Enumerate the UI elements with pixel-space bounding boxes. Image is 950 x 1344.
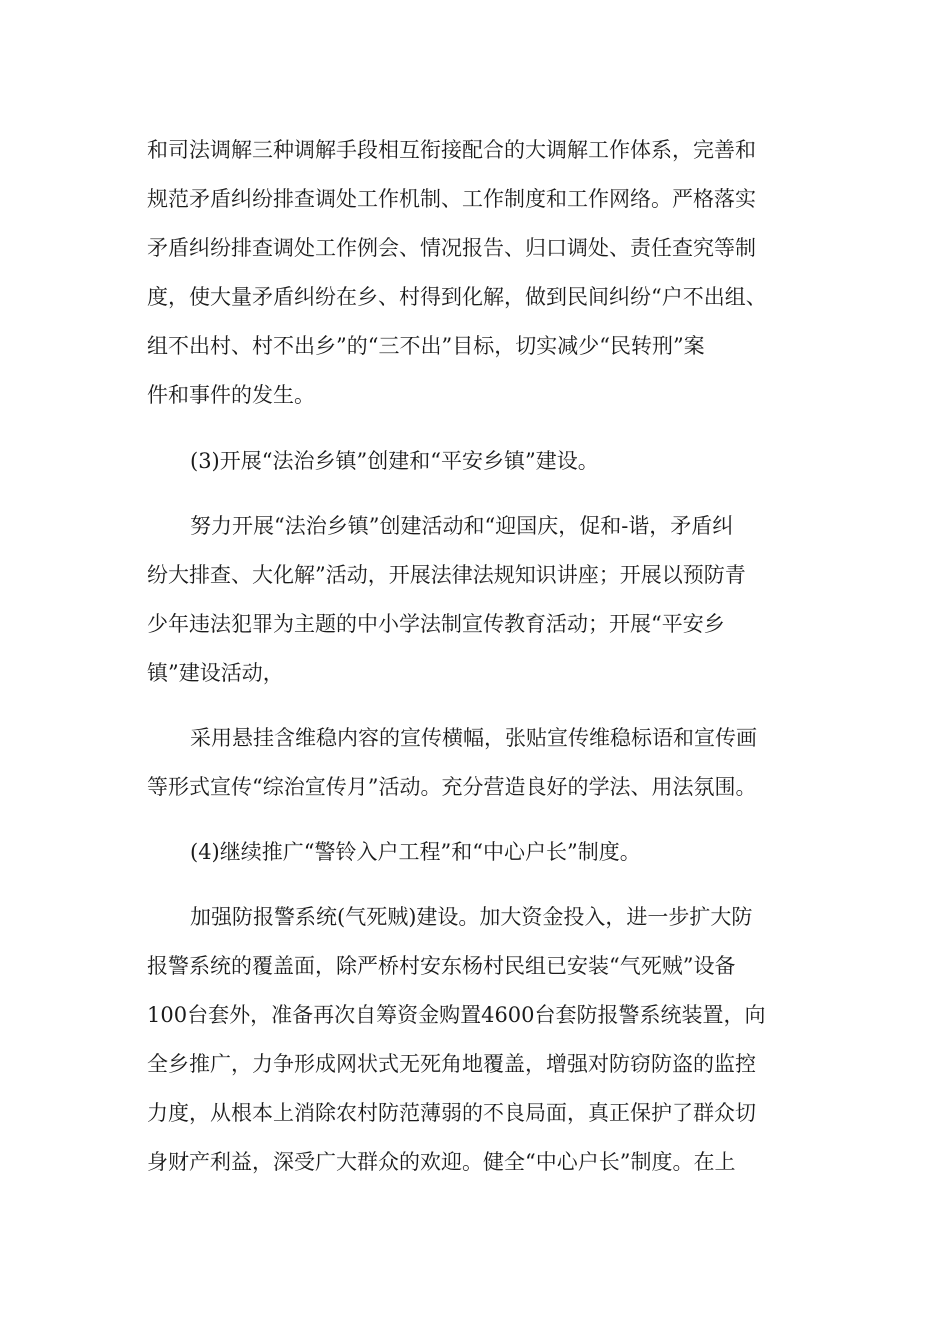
section-heading: (3)开展“法治乡镇”创建和“平安乡镇”建设。 — [190, 449, 599, 473]
text-line: 努力开展“法治乡镇”创建活动和“迎国庆，促和-谐，矛盾纠 — [190, 514, 734, 538]
text-line: 100台套外，准备再次自筹资金购置4600台套防报警系统装置，向 — [147, 1003, 766, 1027]
text-line: 镇”建设活动， — [147, 661, 284, 685]
text-line: 度，使大量矛盾纠纷在乡、村得到化解，做到民间纠纷“户不出组、 — [147, 285, 767, 309]
text-line: 规范矛盾纠纷排查调处工作机制、工作制度和工作网络。严格落实 — [147, 187, 756, 211]
text-line: 等形式宣传“综治宣传月”活动。充分营造良好的学法、用法氛围。 — [147, 775, 757, 799]
section-heading: (4)继续推广“警铃入户工程”和“中心户长”制度。 — [190, 840, 641, 864]
text-line: 件和事件的发生。 — [147, 383, 315, 407]
text-line: 力度，从根本上消除农村防范薄弱的不良局面，真正保护了群众切 — [147, 1101, 756, 1125]
text-line: 和司法调解三种调解手段相互衔接配合的大调解工作体系，完善和 — [147, 138, 756, 162]
text-line: 采用悬挂含维稳内容的宣传横幅，张贴宣传维稳标语和宣传画 — [190, 726, 757, 750]
text-line: 组不出村、村不出乡”的“三不出”目标，切实减少“民转刑”案 — [147, 334, 705, 358]
text-line: 加强防报警系统(气死贼)建设。加大资金投入，进一步扩大防 — [190, 905, 753, 929]
text-line: 报警系统的覆盖面，除严桥村安东杨村民组已安装“气死贼”设备 — [147, 954, 736, 978]
text-line: 身财产利益，深受广大群众的欢迎。健全“中心户长”制度。在上 — [147, 1150, 736, 1174]
text-line: 矛盾纠纷排查调处工作例会、情况报告、归口调处、责任查究等制 — [147, 236, 756, 260]
text-line: 全乡推广，力争形成网状式无死角地覆盖，增强对防窃防盗的监控 — [147, 1052, 756, 1076]
text-line: 少年违法犯罪为主题的中小学法制宣传教育活动；开展“平安乡 — [147, 612, 725, 636]
text-line: 纷大排查、大化解”活动，开展法律法规知识讲座；开展以预防青 — [147, 563, 746, 587]
